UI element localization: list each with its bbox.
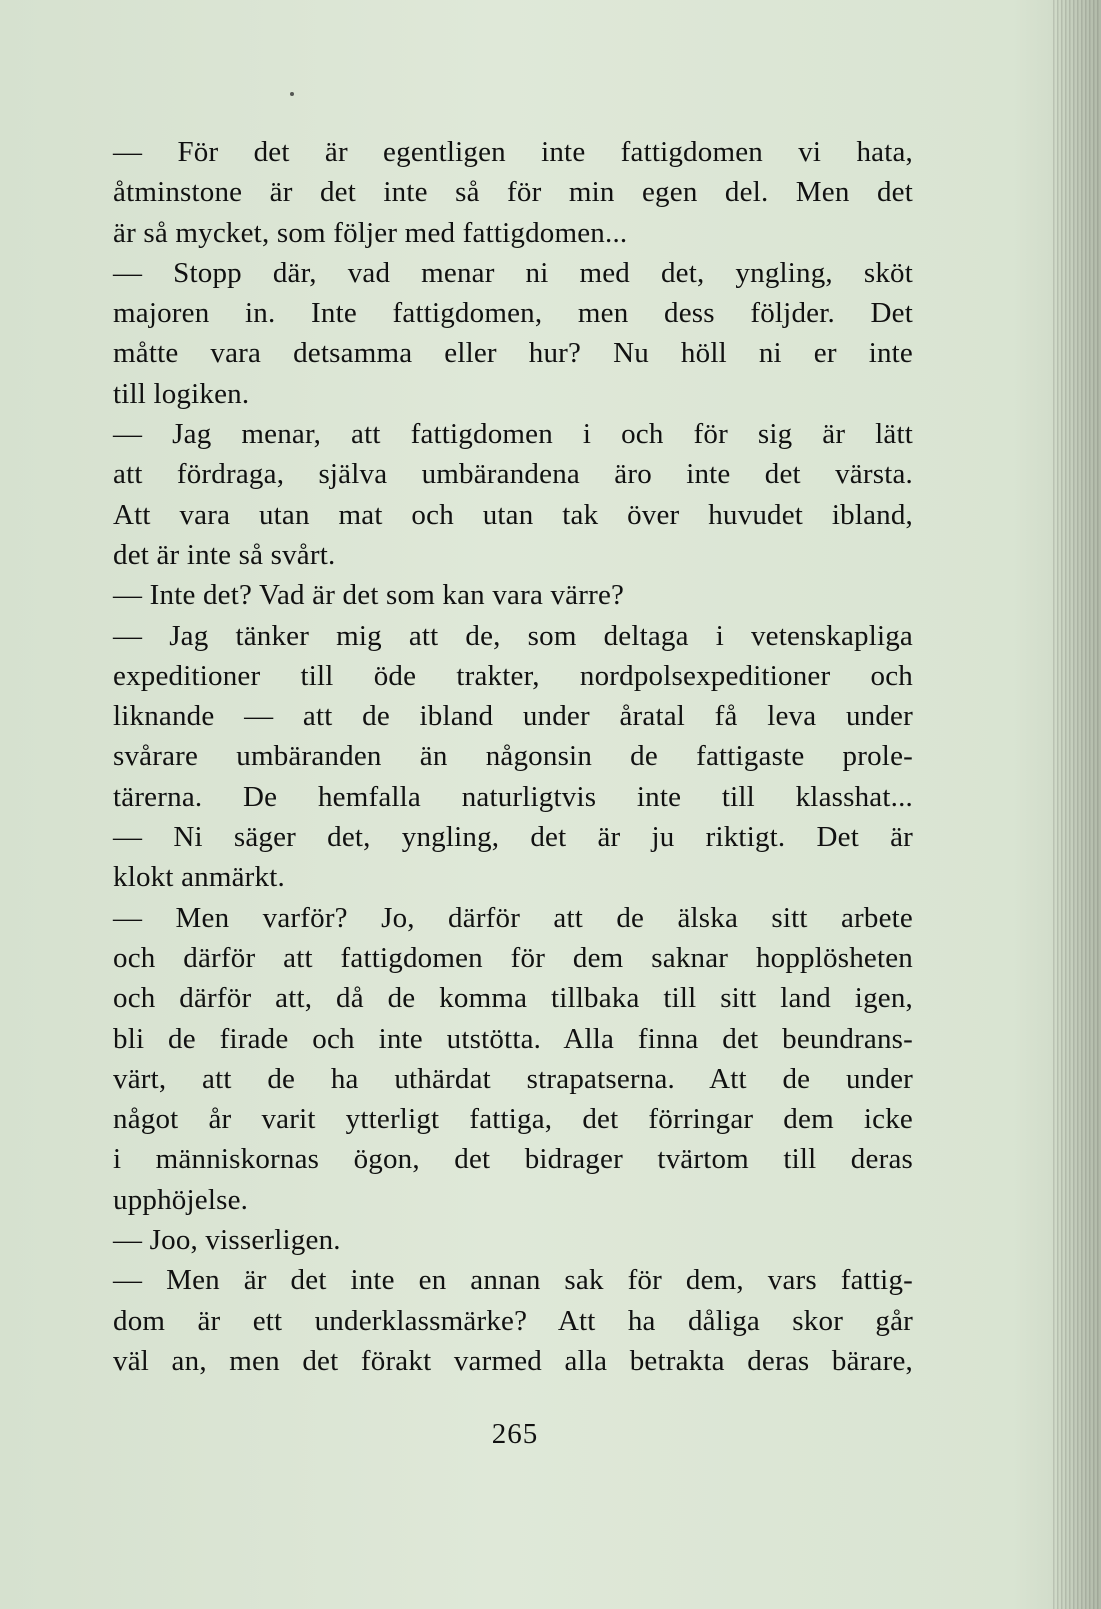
text-line: till logiken. [113,377,250,410]
text-line: bli de firade och inte utstötta. Alla finna det beundrans- [113,1022,913,1055]
text-line: expeditioner till öde trakter, nordpolsexpeditioner och [113,659,913,692]
text-line: — Men är det inte en annan sak för dem, vars fattig- [113,1264,913,1297]
text-line: — För det är egentligen inte fattigdomen vi hata, [113,136,913,168]
text-line: och därför att, då de komma tillbaka till sitt land igen, [113,982,913,1015]
text-line: svårare umbäranden än någonsin de fattigaste prole- [113,740,913,773]
text-line: åtminstone är det inte så för min egen del. Men det [113,176,913,209]
text-line: upphöjelse. [113,1183,249,1216]
text-line: — Men varför? Jo, därför att de älska sitt arbete [113,901,913,934]
text-line: — Joo, visserligen. [113,1224,341,1257]
text-line: något år varit ytterligt fattiga, det förringar dem icke [113,1103,913,1136]
text-line: majoren in. Inte fattigdomen, men dess följder. Det [113,297,913,330]
text-line: är så mycket, som följer med fattigdomen... [113,216,628,249]
text-line: klokt anmärkt. [113,861,285,894]
text-line: Att vara utan mat och utan tak över huvudet ibland, [113,498,913,531]
text-line: — Jag menar, att fattigdomen i och för sig är lätt [113,418,913,451]
text-line: väl an, men det förakt varmed alla betrakta deras bärare, [113,1344,913,1377]
text-line: — Stopp där, vad menar ni med det, yngling, sköt [113,256,913,289]
text-line: — Ni säger det, yngling, det är ju riktigt. Det är [113,821,913,854]
text-line: — Jag tänker mig att de, som deltaga i vetenskapliga [113,619,913,652]
text-line: tärerna. De hemfalla naturligtvis inte till klasshat... [113,780,913,813]
text-line: måtte vara detsamma eller hur? Nu höll ni er inte [113,337,913,370]
text-line: dom är ett underklassmärke? Att ha dåliga skor går [113,1304,913,1337]
print-speck [290,92,294,96]
text-line: värt, att de ha uthärdat strapatserna. Att de under [113,1062,913,1095]
text-line: att fördraga, själva umbärandena äro inte det värsta. [113,458,913,491]
book-spine-edge [1053,0,1101,1609]
page-text [113,132,913,1381]
text-line: och därför att fattigdomen för dem saknar hopplösheten [113,941,913,974]
text-line: — Inte det? Vad är det som kan vara värre? [113,579,625,612]
text-line: i människornas ögon, det bidrager tvärtom till deras [113,1143,913,1176]
text-line: det är inte så svårt. [113,538,336,571]
text-line: liknande — att de ibland under åratal få leva under [113,700,913,733]
page-number: 265 [491,1418,539,1450]
